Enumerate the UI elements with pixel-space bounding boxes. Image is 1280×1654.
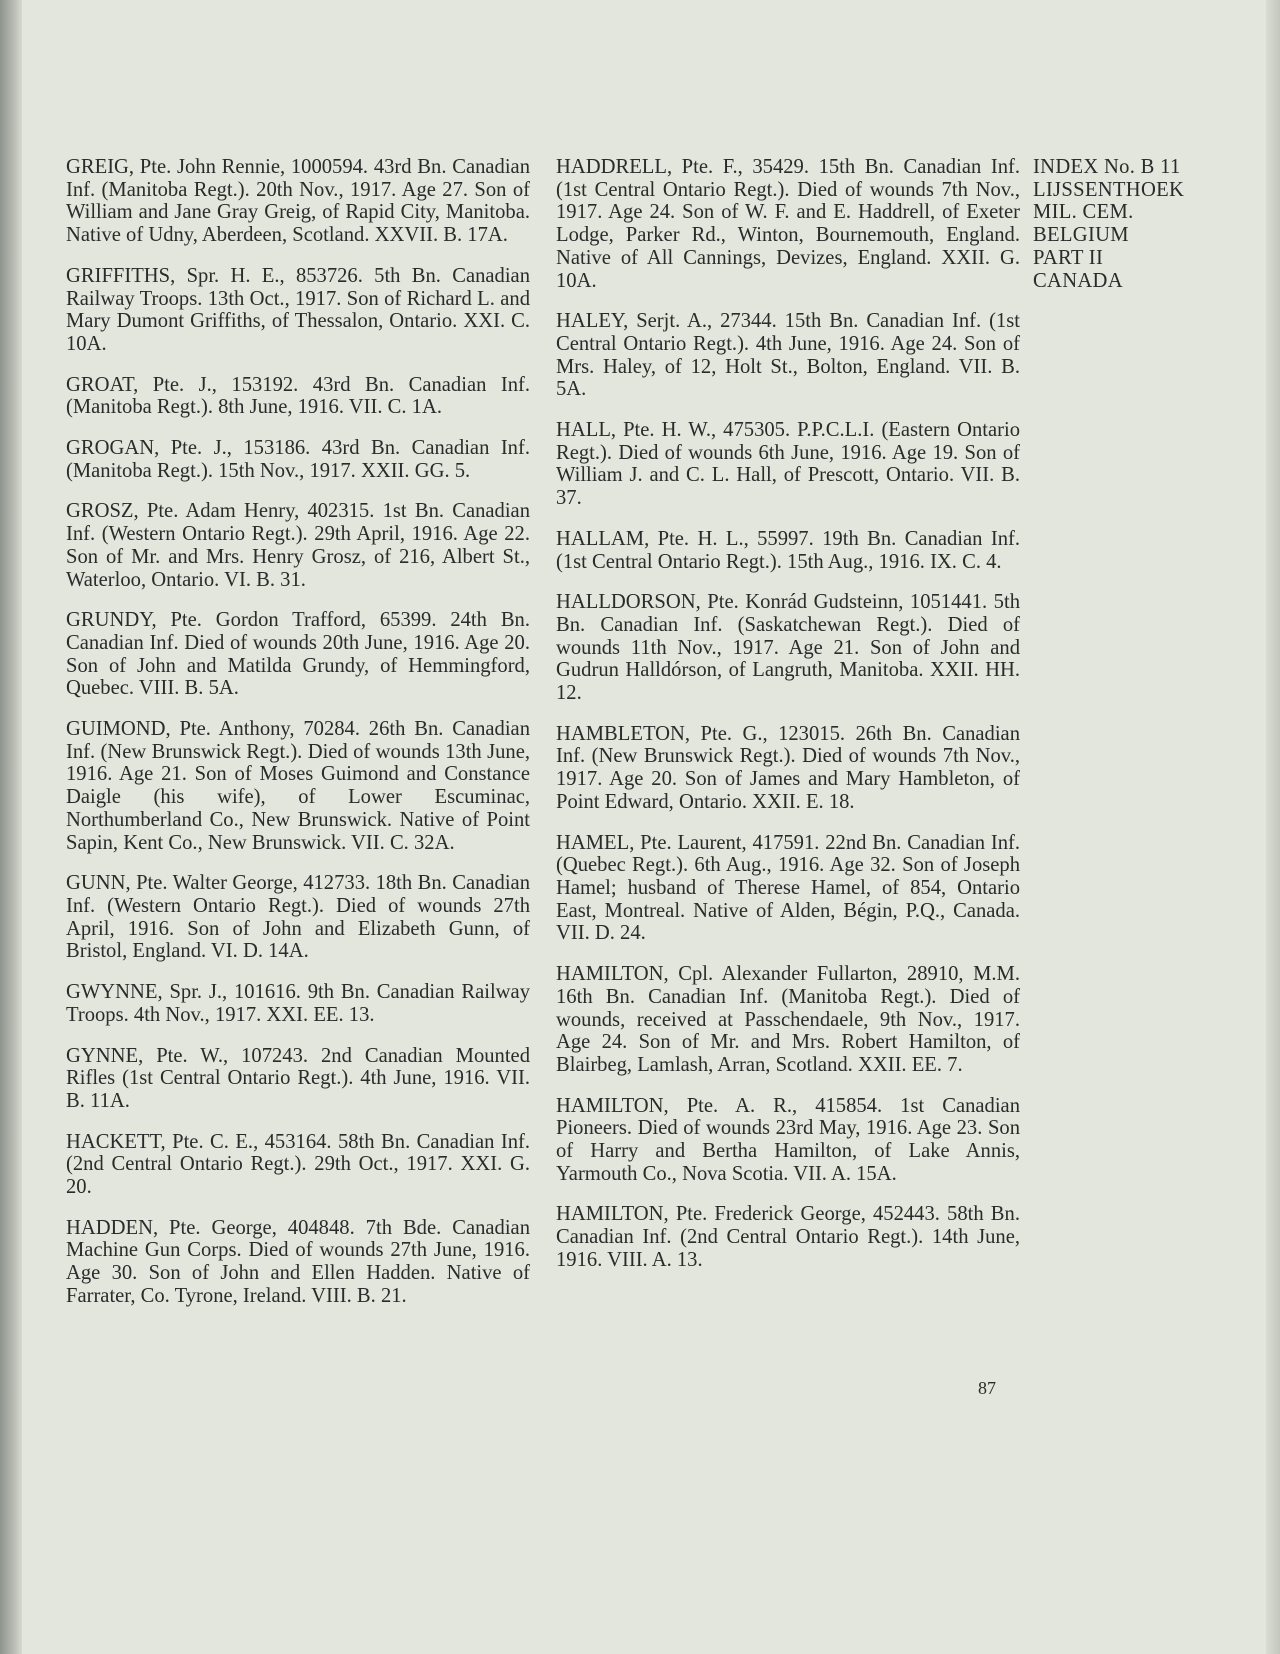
entry-grosz: GROSZ, Pte. Adam Henry, 402315. 1st Bn. Canadian Inf. (Western Ontario Regt.). 29th April, 1916. Age 22. Son of Mr. and Mrs. Henry Grosz, of 216, Albert St., Waterloo, Ontario. VI. B. 31. [66, 500, 530, 591]
left-column [66, 156, 530, 1326]
entry-gynne: GYNNE, Pte. W., 107243. 2nd Canadian Mounted Rifles (1st Central Ontario Regt.). 4th June, 1916. VII. B. 11A. [66, 1044, 530, 1112]
entry-griffiths: GRIFFITHS, Spr. H. E., 853726. 5th Bn. Canadian Railway Troops. 13th Oct., 1917. Son of Richard L. and Mary Dumont Griffiths, of Thessalon, Ontario. XXI. C. 10A. [66, 264, 530, 355]
index-number: INDEX No. B 11 [1033, 156, 1181, 178]
entry-greig: GREIG, Pte. John Rennie, 1000594. 43rd Bn. Canadian Inf. (Manitoba Regt.). 20th Nov., 1917. Age 27. Son of William and Jane Gray Greig, of Rapid City, Manitoba. Native of Udny, Aberdeen, Scotland. XXVII. B. 17A. [66, 156, 530, 247]
entry-gunn: GUNN, Pte. Walter George, 412733. 18th Bn. Canadian Inf. (Western Ontario Regt.). Died of wounds 27th April, 1916. Son of John and Elizabeth Gunn, of Bristol, England. VI. D. 14A. [66, 872, 530, 963]
entry-grogan: GROGAN, Pte. J., 153186. 43rd Bn. Canadian Inf. (Manitoba Regt.). 15th Nov., 1917. XXII. GG. 5. [66, 437, 530, 482]
page-edge [1266, 0, 1280, 1654]
entry-gwynne: GWYNNE, Spr. J., 101616. 9th Bn. Canadian Railway Troops. 4th Nov., 1917. XXI. EE. 13. [66, 981, 530, 1026]
entry-hamilton-a-r: HAMILTON, Pte. A. R., 415854. 1st Canadian Pioneers. Died of wounds 23rd May, 1916. Age 23. Son of Harry and Bertha Hamilton, of Lake Annis, Yarmouth Co., Nova Scotia. VII. A. 15A. [556, 1094, 1020, 1185]
nationality: CANADA [1033, 269, 1123, 292]
index-header [1033, 156, 1233, 292]
cemetery-name: LIJSSENTHOEK [1033, 178, 1185, 201]
middle-column [556, 156, 1020, 1290]
entry-grundy: GRUNDY, Pte. Gordon Trafford, 65399. 24th Bn. Canadian Inf. Died of wounds 20th June, 1916. Age 20. Son of John and Matilda Grundy, of Hemmingford, Quebec. VIII. B. 5A. [66, 609, 530, 700]
entry-hallam: HALLAM, Pte. H. L., 55997. 19th Bn. Canadian Inf. (1st Central Ontario Regt.). 15th Aug., 1916. IX. C. 4. [556, 527, 1020, 573]
entry-hambleton: HAMBLETON, Pte. G., 123015. 26th Bn. Canadian Inf. (New Brunswick Regt.). Died of wounds 7th Nov., 1917. Age 20. Son of James and Mary Hambleton, of Point Edward, Ontario. XXII. E. 18. [556, 722, 1020, 813]
entry-hamel: HAMEL, Pte. Laurent, 417591. 22nd Bn. Canadian Inf. (Quebec Regt.). 6th Aug., 1916. Age 32. Son of Joseph Hamel; husband of Therese Hamel, of 854, Ontario East, Montreal. Native of Alden, Bégin, P.Q., Canada. VII. D. 24. [556, 831, 1020, 945]
entry-hadden: HADDEN, Pte. George, 404848. 7th Bde. Canadian Machine Gun Corps. Died of wounds 27th June, 1916. Age 30. Son of John and Ellen Hadden. Native of Farrater, Co. Tyrone, Ireland. VIII. B. 21. [66, 1216, 530, 1307]
part-label: PART II [1033, 246, 1104, 269]
entry-halldorson: HALLDORSON, Pte. Konrád Gudsteinn, 1051441. 5th Bn. Canadian Inf. (Saskatchewan Regt.). Died of wounds 11th Nov., 1917. Age 21. Son of John and Gudrun Halldórson, of Langruth, Manitoba. XXII. HH. 12. [556, 591, 1020, 705]
country: BELGIUM [1033, 224, 1129, 247]
entry-hackett: HACKETT, Pte. C. E., 453164. 58th Bn. Canadian Inf. (2nd Central Ontario Regt.). 29th Oct., 1917. XXI. G. 20. [66, 1130, 530, 1199]
entry-haley: HALEY, Serjt. A., 27344. 15th Bn. Canadian Inf. (1st Central Ontario Regt.). 4th June, 1916. Age 24. Son of Mrs. Haley, of 12, Holt St., Bolton, England. VII. B. 5A. [556, 310, 1020, 401]
entry-hamilton-alexander: HAMILTON, Cpl. Alexander Fullarton, 28910, M.M. 16th Bn. Canadian Inf. (Manitoba Regt.). Died of wounds, received at Passchendaele, 9th Nov., 1917. Age 24. Son of Mr. and Mrs. Robert Hamilton, of Blairbeg, Lamlash, Arran, Scotland. XXII. EE. 7. [556, 963, 1020, 1076]
entry-haddrell: HADDRELL, Pte. F., 35429. 15th Bn. Canadian Inf. (1st Central Ontario Regt.). Died of wounds 7th Nov., 1917. Age 24. Son of W. F. and E. Haddrell, of Exeter Lodge, Parker Rd., Winton, Bournemouth, England. Native of All Cannings, Devizes, England. XXII. G. 10A. [556, 156, 1020, 292]
binding-shadow [0, 0, 22, 1654]
entry-hall: HALL, Pte. H. W., 475305. P.P.C.L.I. (Eastern Ontario Regt.). Died of wounds 6th June, 1916. Age 19. Son of William J. and C. L. Hall, of Prescott, Ontario. VII. B. 37. [556, 419, 1020, 510]
entry-hamilton-frederick: HAMILTON, Pte. Frederick George, 452443. 58th Bn. Canadian Inf. (2nd Central Ontario Regt.). 14th June, 1916. VIII. A. 13. [556, 1203, 1020, 1271]
entry-guimond: GUIMOND, Pte. Anthony, 70284. 26th Bn. Canadian Inf. (New Brunswick Regt.). Died of wounds 13th June, 1916. Age 21. Son of Moses Guimond and Constance Daigle (his wife), of Lower Escuminac, Northumberland Co., New Brunswick. Native of Point Sapin, Kent Co., New Brunswick. VII. C. 32A. [66, 718, 530, 854]
entry-groat: GROAT, Pte. J., 153192. 43rd Bn. Canadian Inf. (Manitoba Regt.). 8th June, 1916. VII. C. 1A. [66, 373, 530, 419]
cemetery-type: MIL. CEM. [1033, 201, 1134, 224]
page-number: 87 [978, 1378, 996, 1398]
